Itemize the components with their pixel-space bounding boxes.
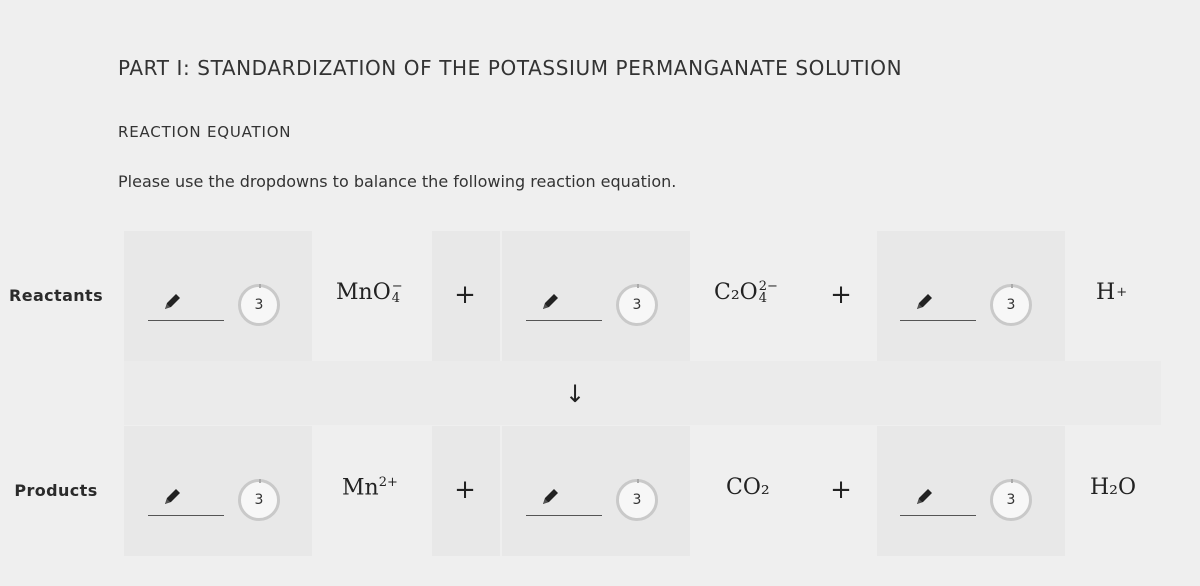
formula-main: C₂O xyxy=(714,280,758,305)
reactant-species-2 xyxy=(714,280,778,305)
reactants-label: Reactants xyxy=(8,286,104,305)
pencil-icon[interactable] xyxy=(162,487,182,507)
product-species-1 xyxy=(342,475,398,500)
formula-main: H₂O xyxy=(1090,475,1137,500)
timer-badge: 3 xyxy=(616,284,658,326)
product-species-3 xyxy=(1090,475,1136,500)
products-label: Products xyxy=(14,481,98,500)
formula-main: Mn xyxy=(342,475,379,501)
timer-badge: 3 xyxy=(616,479,658,521)
timer-badge: 3 xyxy=(990,479,1032,521)
product-cell-3 xyxy=(877,426,1065,556)
reactant-cell-2 xyxy=(502,231,690,361)
reaction-arrow: ↓ xyxy=(564,380,586,408)
pencil-icon[interactable] xyxy=(540,487,560,507)
plus-sign: + xyxy=(454,280,476,310)
reactant-cell-3 xyxy=(877,231,1065,361)
product-cell-1 xyxy=(124,426,312,556)
plus-sign: + xyxy=(454,475,476,505)
pencil-icon[interactable] xyxy=(914,487,934,507)
formula-main: MnO xyxy=(336,280,391,305)
formula-main: H xyxy=(1096,280,1116,305)
charge: 2− xyxy=(758,279,778,295)
part-title: PART I: STANDARDIZATION OF THE POTASSIUM PERMANGANATE SOLUTION xyxy=(118,56,903,80)
instructions: Please use the dropdowns to balance the following reaction equation. xyxy=(118,172,677,191)
reactant-cell-1 xyxy=(124,231,312,361)
coefficient-input-line[interactable] xyxy=(900,320,976,321)
coefficient-input-line[interactable] xyxy=(526,320,602,321)
formula-main: CO₂ xyxy=(726,475,770,500)
subscript: 4 xyxy=(758,291,767,306)
timer-badge: 3 xyxy=(238,284,280,326)
charge: 2+ xyxy=(378,475,398,490)
subscript: 4 xyxy=(391,291,401,306)
pencil-icon[interactable] xyxy=(914,292,934,312)
reactant-species-3 xyxy=(1096,280,1127,305)
product-cell-2 xyxy=(502,426,690,556)
section-title: REACTION EQUATION xyxy=(118,123,292,141)
reactant-species-1 xyxy=(336,280,403,305)
charge: − xyxy=(391,279,403,295)
product-species-2 xyxy=(726,475,770,500)
coefficient-input-line[interactable] xyxy=(148,515,224,516)
plus-sign: + xyxy=(830,475,852,505)
arrow-band xyxy=(124,361,1161,425)
plus-sign: + xyxy=(830,280,852,310)
pencil-icon[interactable] xyxy=(540,292,560,312)
timer-badge: 3 xyxy=(238,479,280,521)
timer-badge: 3 xyxy=(990,284,1032,326)
coefficient-input-line[interactable] xyxy=(526,515,602,516)
coefficient-input-line[interactable] xyxy=(148,320,224,321)
pencil-icon[interactable] xyxy=(162,292,182,312)
charge: + xyxy=(1116,285,1128,301)
coefficient-input-line[interactable] xyxy=(900,515,976,516)
